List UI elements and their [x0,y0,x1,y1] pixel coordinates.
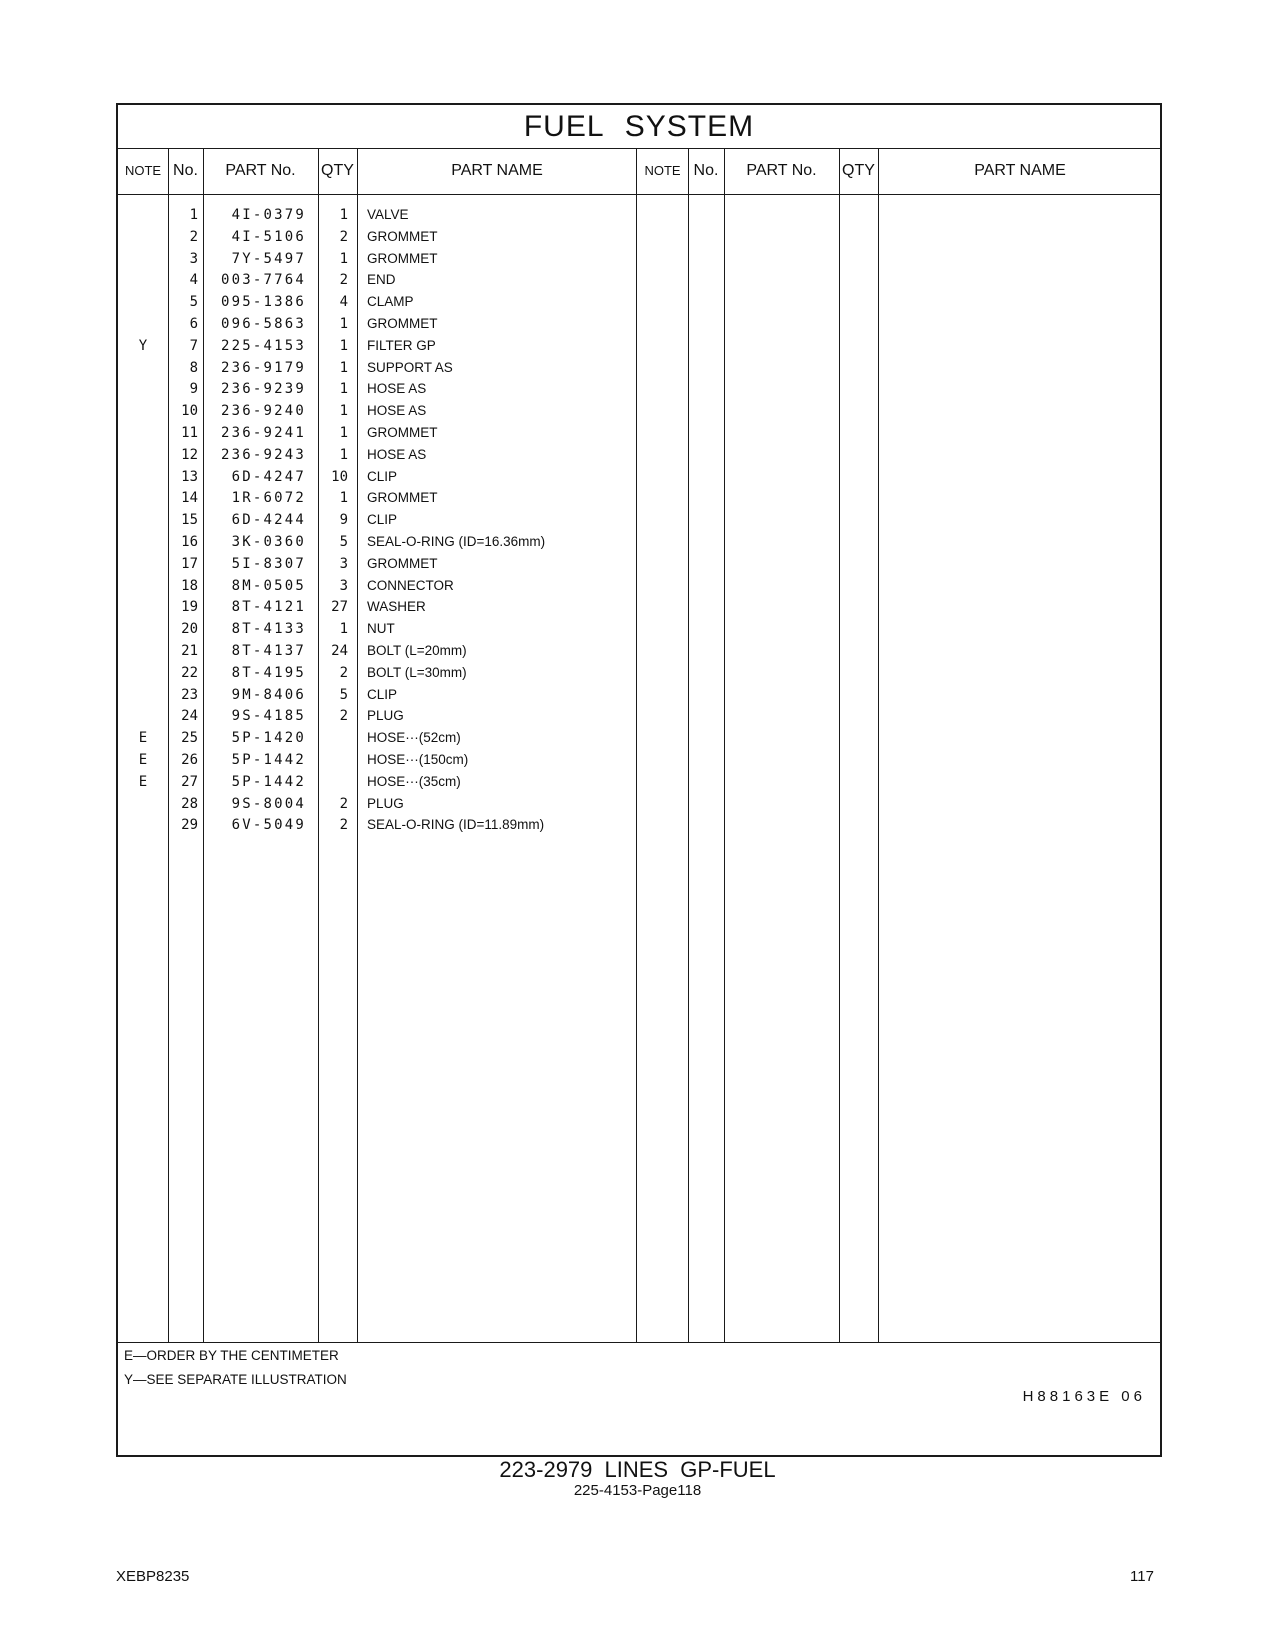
cell-part-name: GROMMET [367,555,438,571]
cell-qty: 1 [339,381,348,398]
page-number: 117 [1130,1568,1154,1585]
table-row [118,401,1160,423]
cell-part-name: PLUG [367,795,404,811]
table-row [118,205,1160,227]
table-row [118,597,1160,619]
cell-no: 22 [181,664,198,681]
table-row [118,336,1160,358]
table-row [118,249,1160,271]
cell-qty: 1 [339,337,348,354]
cell-qty: 2 [339,664,348,681]
parts-list [118,205,1160,837]
cell-part-name: GROMMET [367,250,438,266]
cell-no: 29 [181,817,198,834]
document-id: XEBP8235 [116,1568,190,1585]
cell-part-name: GROMMET [367,315,438,331]
cell-no: 1 [189,207,198,223]
table-row [118,227,1160,249]
table-row [118,358,1160,380]
cell-qty: 2 [339,228,348,245]
cell-no: 14 [181,490,198,507]
cell-qty: 1 [339,315,348,332]
cell-part-name: PLUG [367,708,404,724]
cell-part-name: HOSE···(35cm) [367,773,461,789]
cell-part-name: CLIP [367,686,398,702]
header-part-name-right: PART NAME [974,162,1066,179]
cell-part-name: VALVE [367,207,409,222]
cell-qty: 1 [339,359,348,376]
cell-part-no: 8T-4121 [231,599,306,616]
footnote-y: Y—SEE SEPARATE ILLUSTRATION [124,1372,347,1387]
cell-part-name: GROMMET [367,228,438,244]
cell-qty: 1 [339,207,348,223]
cell-no: 25 [181,730,198,747]
cell-no: 16 [181,533,198,550]
cell-no: 3 [189,250,198,267]
cell-part-no: 9S-4185 [231,708,306,725]
cell-no: 18 [181,577,198,594]
cell-part-name: WASHER [367,599,426,615]
cell-no: 20 [181,621,198,638]
cell-part-name: END [367,272,396,288]
table-title: FUEL SYSTEM [118,105,1160,149]
cell-qty: 1 [339,490,348,507]
table-row [118,292,1160,314]
cell-part-no: 9S-8004 [231,795,306,812]
cell-qty: 2 [339,795,348,812]
cell-part-no: 3K-0360 [231,533,306,550]
cell-part-name: HOSE···(150cm) [367,751,469,767]
table-row [118,641,1160,663]
cell-part-name: CLIP [367,512,398,528]
cell-part-no: 236-9241 [220,424,306,441]
cell-part-no: 8T-4133 [231,621,306,638]
cell-part-name: NUT [367,621,395,637]
cell-part-no: 5P-1442 [231,773,306,790]
cell-part-no: 236-9239 [220,381,306,398]
table-row [118,772,1160,794]
cell-part-no: 096-5863 [220,315,306,332]
cell-part-no: 8M-0505 [231,577,306,594]
table-row [118,423,1160,445]
table-row [118,794,1160,816]
cell-qty: 5 [339,686,348,703]
cell-part-no: 225-4153 [220,337,306,354]
cell-part-no: 8T-4195 [231,664,306,681]
cell-no: 2 [189,228,198,245]
cell-qty: 24 [331,642,348,659]
cell-qty: 1 [339,250,348,267]
cell-no: 13 [181,468,198,485]
table-row [118,685,1160,707]
cell-no: 17 [181,555,198,572]
cell-qty: 2 [339,272,348,289]
cell-part-name: GROMMET [367,424,438,440]
header-no-right: No. [693,162,719,179]
cell-note: E [138,773,148,790]
cell-qty: 2 [339,817,348,834]
cell-qty: 1 [339,621,348,638]
table-row [118,488,1160,510]
cell-qty: 1 [339,424,348,441]
cell-no: 28 [181,795,198,812]
header-note: NOTE [124,163,162,178]
cell-qty: 2 [339,708,348,725]
cell-no: 4 [189,272,198,289]
cell-part-no: 236-9179 [220,359,306,376]
reference-code: H88163E 06 [1022,1388,1146,1405]
group-caption: 223-2979 LINES GP-FUEL [499,1457,776,1482]
header-part-no: PART No. [225,162,296,179]
cell-note: E [138,751,148,768]
cell-part-name: CLAMP [367,294,414,310]
cell-part-no: 003-7764 [220,272,306,289]
cell-no: 10 [181,403,198,420]
cell-no: 27 [181,773,198,790]
cell-part-name: CLIP [367,468,398,484]
table-row [118,467,1160,489]
cell-note: E [138,730,148,747]
cell-qty: 1 [339,403,348,420]
cell-part-name: GROMMET [367,490,438,506]
cell-part-name: HOSE···(52cm) [367,730,461,746]
cell-no: 6 [189,315,198,332]
cell-qty: 3 [339,577,348,594]
cell-part-no: 6D-4247 [231,468,306,485]
cell-part-name: CONNECTOR [367,577,454,593]
cell-no: 24 [181,708,198,725]
cell-part-name: BOLT (L=30mm) [367,664,467,680]
table-row [118,728,1160,750]
cell-no: 9 [189,381,198,398]
cell-qty: 3 [339,555,348,572]
header-row [118,149,1160,195]
cell-part-name: BOLT (L=20mm) [367,642,467,658]
table-row [118,554,1160,576]
cell-qty: 4 [339,294,348,311]
cell-part-no: 5P-1442 [231,751,306,768]
table-footer [118,1342,1160,1457]
cell-note: Y [138,337,148,354]
page-reference: 225-4153-Page118 [573,1482,702,1499]
cell-no: 8 [189,359,198,376]
header-no: No. [173,162,198,179]
table-row [118,532,1160,554]
header-qty: QTY [321,162,354,179]
table-row [118,510,1160,532]
cell-part-name: HOSE AS [367,381,427,397]
parts-table [116,103,1162,1457]
header-part-no-right: PART No. [746,162,817,179]
cell-qty: 1 [339,446,348,463]
cell-no: 21 [181,642,198,659]
cell-no: 11 [181,424,198,441]
cell-part-name: SEAL-O-RING (ID=16.36mm) [367,533,546,549]
header-qty-right: QTY [842,162,875,179]
cell-part-no: 236-9240 [220,403,306,420]
cell-no: 26 [181,751,198,768]
table-row [118,663,1160,685]
cell-part-no: 8T-4137 [231,642,306,659]
cell-qty: 5 [339,533,348,550]
cell-part-no: 6D-4244 [231,512,306,529]
header-note-right: NOTE [644,163,681,178]
table-row [118,706,1160,728]
table-row [118,815,1160,837]
cell-no: 19 [181,599,198,616]
cell-part-no: 6V-5049 [231,817,306,834]
cell-part-no: 1R-6072 [231,490,306,507]
cell-qty: 10 [331,468,348,485]
cell-part-name: SUPPORT AS [367,359,453,375]
cell-part-no: 095-1386 [220,294,306,311]
cell-no: 12 [181,446,198,463]
cell-part-name: HOSE AS [367,403,427,419]
footnote-e: E—ORDER BY THE CENTIMETER [124,1348,339,1363]
cell-part-no: 4I-0379 [231,207,306,223]
cell-part-no: 5I-8307 [231,555,306,572]
cell-no: 15 [181,512,198,529]
cell-part-name: SEAL-O-RING (ID=11.89mm) [367,817,545,833]
table-row [118,445,1160,467]
cell-part-no: 9M-8406 [231,686,306,703]
table-row [118,270,1160,292]
cell-part-no: 5P-1420 [231,730,306,747]
cell-part-name: HOSE AS [367,446,427,462]
table-row [118,314,1160,336]
table-row [118,619,1160,641]
header-part-name: PART NAME [451,162,543,179]
cell-no: 7 [189,337,198,354]
cell-qty: 27 [331,599,348,616]
table-row [118,576,1160,598]
cell-qty: 9 [339,512,348,529]
cell-part-no: 4I-5106 [231,228,306,245]
cell-part-no: 236-9243 [220,446,306,463]
table-row [118,750,1160,772]
cell-no: 23 [181,686,198,703]
cell-part-no: 7Y-5497 [231,250,306,267]
cell-part-name: FILTER GP [367,337,436,353]
table-row [118,379,1160,401]
cell-no: 5 [189,294,198,311]
